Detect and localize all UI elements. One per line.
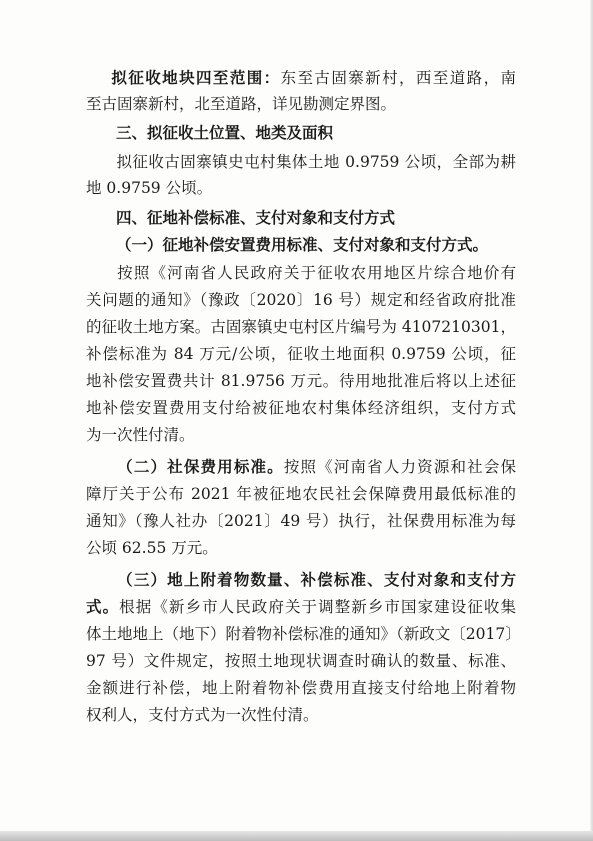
scope-line-1 — [86, 68, 516, 88]
sub1-line-6: 地补偿安置费用支付给被征地农村集体经济组织，支付方式 — [86, 399, 516, 417]
section3-para-line-2: 地 0.9759 公顷。 — [86, 179, 213, 197]
section4-heading: 四、征地补偿标准、支付对象和支付方式 — [116, 209, 396, 227]
scan-edge-bottom — [0, 831, 593, 841]
section3-para-line-1: 拟征收古固寨镇史屯村集体土地 0.9759 公顷，全部为耕 — [116, 153, 516, 171]
sub2-heading: （二）社保费用标准。 — [116, 458, 284, 476]
sub3-heading-line-1: （三）地上附着物数量、补偿标准、支付对象和支付方 — [116, 571, 516, 589]
sub3-line-3: 体土地地上（地下）附着物补偿标准的通知》（新政文〔2017〕 — [86, 625, 521, 643]
sub1-line-2: 关问题的通知》（豫政〔2020〕16 号）规定和经省政府批准 — [86, 291, 516, 309]
sub3-line-4: 97 号）文件规定，按照土地现状调查时确认的数量、标准、 — [86, 652, 516, 670]
scope-label: 拟征收地块四至范围： — [110, 69, 281, 87]
sub2-line-2: 障厅关于公布 2021 年被征地农民社会保障费用最低标准的 — [86, 485, 516, 503]
sub2-line-3: 通知》（豫人社办〔2021〕49 号）执行，社保费用标准为每 — [86, 512, 516, 530]
sub1-line-5: 地补偿安置费共计 81.9756 万元。待用地批准后将以上述征 — [86, 372, 516, 390]
section3-heading: 三、拟征收土位置、地类及面积 — [116, 124, 334, 142]
sub3-line-2: 式。根据《新乡市人民政府关于调整新乡市国家建设征收集 — [86, 598, 516, 616]
sub1-heading: （一）征地补偿安置费用标准、支付对象和支付方式。 — [116, 236, 489, 254]
sub3-heading-line-2: 式。 — [86, 598, 120, 616]
sub2-line-4: 公顷 62.55 万元。 — [86, 539, 218, 557]
sub1-line-4: 补偿标准为 84 万元/公顷，征收土地面积 0.9759 公顷，征 — [86, 345, 516, 363]
sub3-line-5: 金额进行补偿，地上附着物补偿费用直接支付给地上附着物 — [86, 679, 516, 697]
sub1-line-1: 按照《河南省人民政府关于征收农用地区片综合地价有 — [116, 264, 516, 282]
sub3-line-6: 权利人，支付方式为一次性付清。 — [86, 706, 319, 724]
scope-line-2: 至古固寨新村，北至道路，详见勘测定界图。 — [86, 95, 397, 113]
sub1-line-3: 的征收土地方案。古固寨镇史屯村区片编号为 4107210301， — [86, 318, 516, 336]
sub2-line-1: （二）社保费用标准。按照《河南省人力资源和社会保 — [116, 458, 516, 476]
scope-text-1: 东至古固寨新村，西至道路，南 — [280, 69, 516, 87]
sub1-line-7: 为一次性付清。 — [86, 426, 195, 444]
